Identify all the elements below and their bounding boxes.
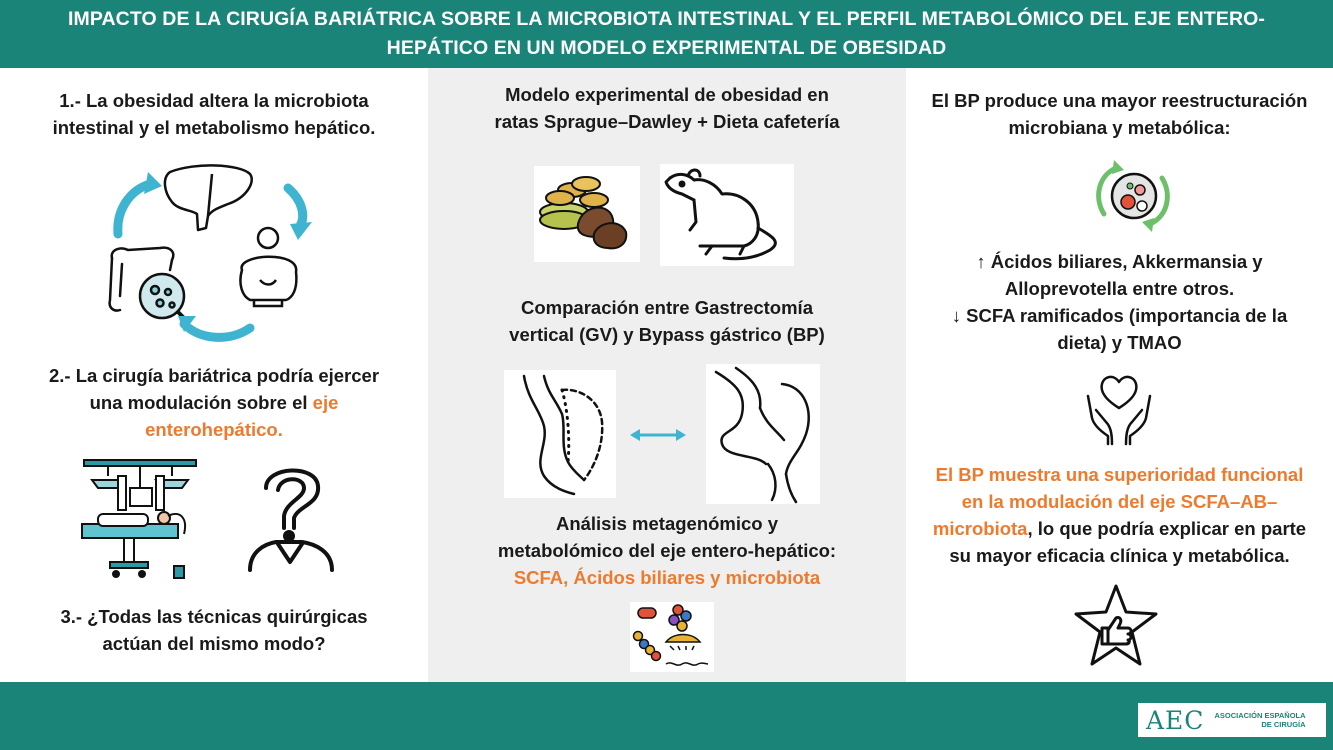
logo-text: ASOCIACIÓN ESPAÑOLA DE CIRUGÍA	[1214, 711, 1306, 729]
obese-person-icon	[240, 228, 296, 306]
sleeve-card	[504, 370, 616, 498]
star-thumbs-up-icon	[1068, 582, 1164, 674]
cycle-arrows	[118, 184, 303, 337]
food-icon	[534, 166, 640, 262]
obesity-cycle-illustration	[100, 160, 320, 350]
gastric-bypass-icon	[706, 364, 820, 504]
title-line-1: IMPACTO DE LA CIRUGÍA BARIÁTRICA SOBRE LA MICROBIOTA INTESTINAL Y EL PERFIL METABOLÓMICO DEL EJE ENTERO-	[67, 8, 1266, 30]
logo-mark: AEC	[1146, 705, 1205, 735]
model-text: Modelo experimental de obesidad en ratas Sprague–Dawley + Dieta cafetería	[494, 84, 840, 132]
point-2-text: 2.- La cirugía bariátrica podría ejercer una modulación sobre el eje enterohepático.	[48, 365, 380, 440]
point-3-text: 3.- ¿Todas las técnicas quirúrgicas actúan del mismo modo?	[60, 606, 368, 654]
comparison-arrow-icon	[628, 425, 688, 445]
metabolites-card	[630, 602, 714, 672]
poster-title	[68, 5, 1265, 63]
title-banner	[0, 0, 1333, 68]
conclusion-text: El BP muestra una superioridad funcional en la modulación del eje SCFA–AB– microbiota, lo que podría explicar en parte su mayor eficacia clínica y metabólica.	[932, 464, 1307, 566]
rat-card	[660, 164, 794, 266]
analysis-text: Análisis metagenómico y metabolómico del eje entero-hepático: SCFA, Ácidos biliares y microbiota	[497, 513, 837, 588]
bp-restructuring-text: El BP produce una mayor reestructuración microbiana y metabólica:	[931, 90, 1308, 138]
operating-room-icon	[78, 458, 202, 580]
intestine-icon	[110, 248, 188, 322]
footer-bar	[0, 682, 1333, 750]
liver-icon	[165, 165, 252, 230]
food-card	[534, 166, 640, 262]
metabolites-icon	[630, 602, 714, 672]
question-person-icon	[244, 462, 340, 574]
sleeve-gastrectomy-icon	[504, 370, 616, 498]
point-1-text: 1.- La obesidad altera la microbiota intestinal y el metabolismo hepático.	[52, 90, 376, 138]
rat-icon	[660, 164, 794, 266]
microbiome-cycle-icon	[1090, 158, 1176, 234]
aec-logo	[1138, 703, 1326, 737]
title-line-2: HEPÁTICO EN UN MODELO EXPERIMENTAL DE OBESIDAD	[386, 37, 947, 59]
heart-hands-icon	[1082, 370, 1156, 446]
findings-text: ↑ Ácidos biliares, Akkermansia y Alloprevotella entre otros. ↓ SCFA ramificados (importancia de la dieta) y TMAO	[951, 251, 1288, 353]
comparison-text: Comparación entre Gastrectomía vertical (GV) y Bypass gástrico (BP)	[509, 297, 825, 345]
bypass-card	[706, 364, 820, 504]
